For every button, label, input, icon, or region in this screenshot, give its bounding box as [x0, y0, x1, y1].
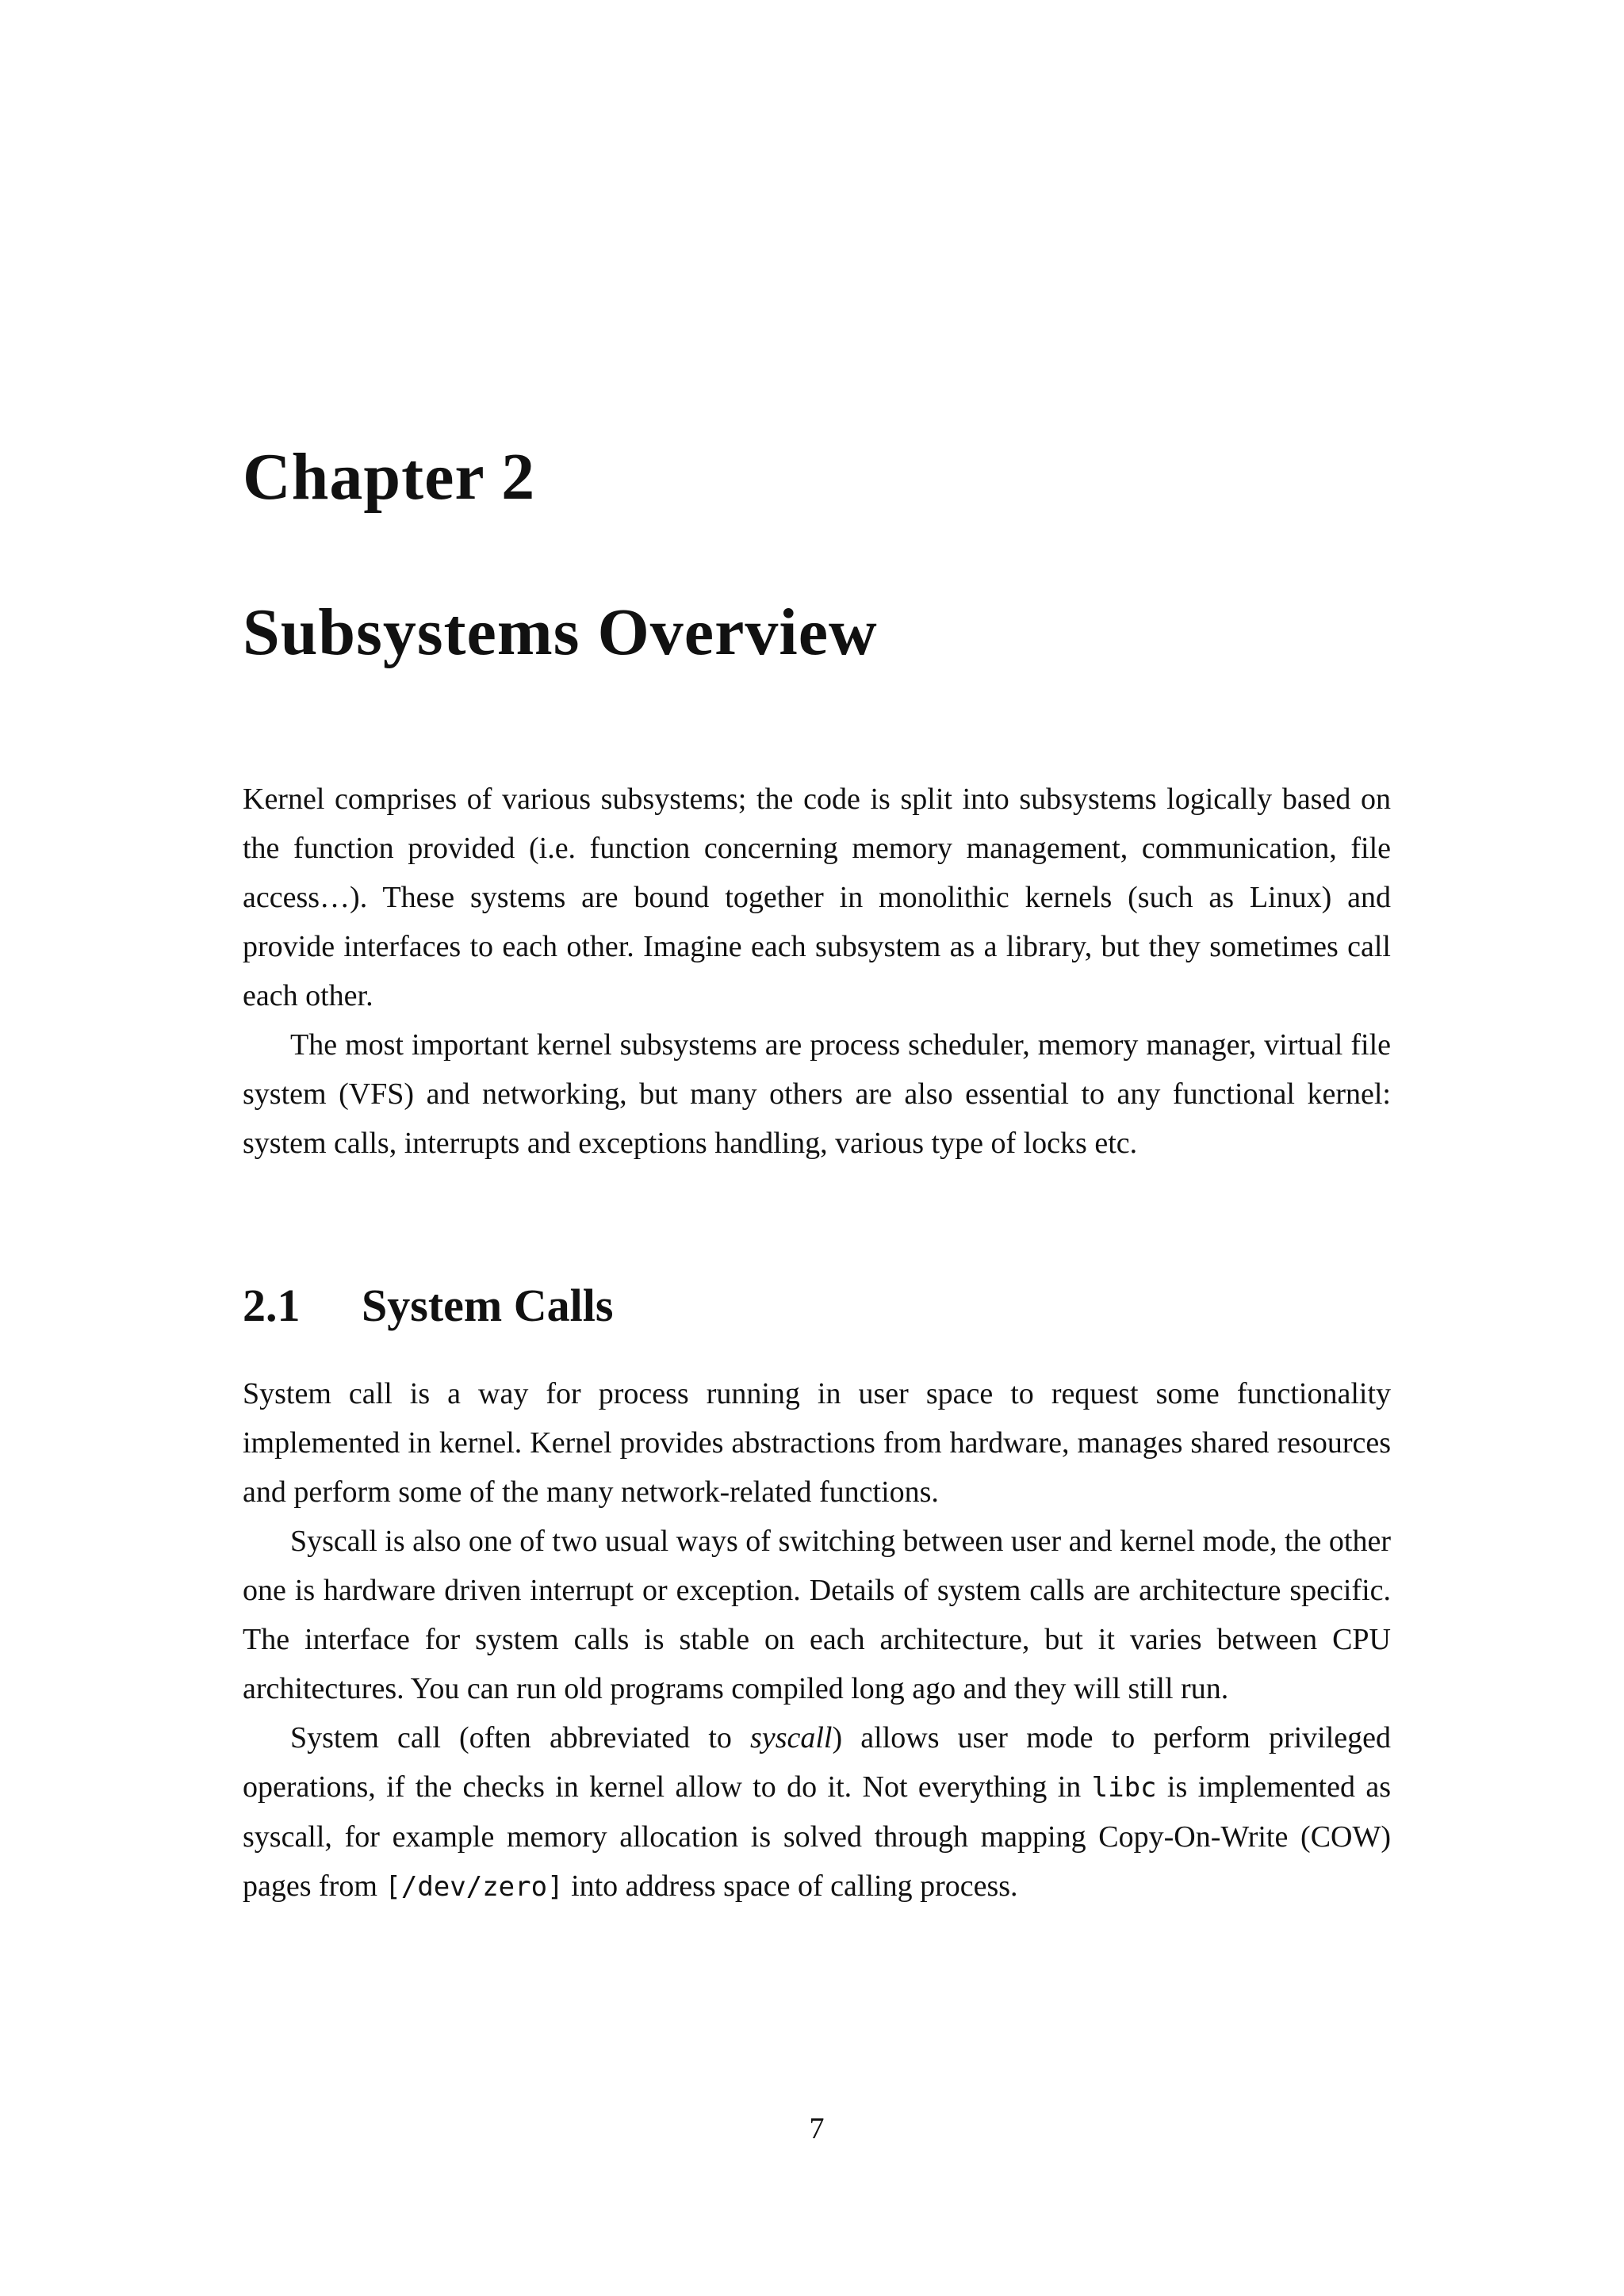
section-title: System Calls — [362, 1280, 614, 1331]
section-body — [243, 1369, 1391, 1911]
section-paragraph-2: Syscall is also one of two usual ways of switching between user and kernel mode, the other one is hardware driven interrupt or exception. Details of system calls are architecture specific. The interface for system calls is stable on each architecture, but it varies between CPU architectures. You can run old programs compiled long ago and they will still run. — [243, 1525, 1391, 1705]
section-number: 2.1 — [243, 1280, 301, 1331]
chapter-intro — [243, 775, 1391, 1168]
text-run: ) allows user mode to perform privileged operations, if the checks in kernel allow to do it. Not everything in — [243, 1721, 1391, 1804]
text-run: is implemented as syscall, for example memory allocation is solved through mapping Copy-On-Write (COW) pages from — [243, 1770, 1391, 1903]
intro-paragraph-1: Kernel comprises of various subsystems; the code is split into subsystems logically based on the function provided (i.e. function concerning memory management, communication, file access…). These systems are bound together in monolithic kernels (such as Linux) and provide interfaces to each other. Imagine each subsystem as a library, but they sometimes call each other. — [243, 783, 1391, 1012]
dev-zero-code: [/dev/zero] — [385, 1871, 564, 1903]
text-run: System call (often abbreviated to — [290, 1721, 751, 1755]
intro-paragraph-2: The most important kernel subsystems are process scheduler, memory manager, virtual file system (VFS) and networking, but many others are also essential to any functional kernel: system calls, interrupts and exceptions handling, various type of locks etc. — [243, 1028, 1391, 1160]
syscall-term: syscall — [750, 1721, 833, 1755]
section-heading — [243, 1278, 613, 1334]
chapter-title: Subsystems Overview — [243, 595, 878, 669]
chapter-label: Chapter 2 — [243, 440, 536, 514]
section-paragraph-1: System call is a way for process running in user space to request some functionality implemented in kernel. Kernel provides abstractions from hardware, manages shared resources and perform some of the many network-related functions. — [243, 1377, 1391, 1509]
text-run: into address space of calling process. — [563, 1869, 1018, 1903]
page-number: 7 — [809, 2112, 825, 2145]
section-paragraph-3 — [243, 1713, 1391, 1911]
libc-code: libc — [1091, 1772, 1157, 1804]
